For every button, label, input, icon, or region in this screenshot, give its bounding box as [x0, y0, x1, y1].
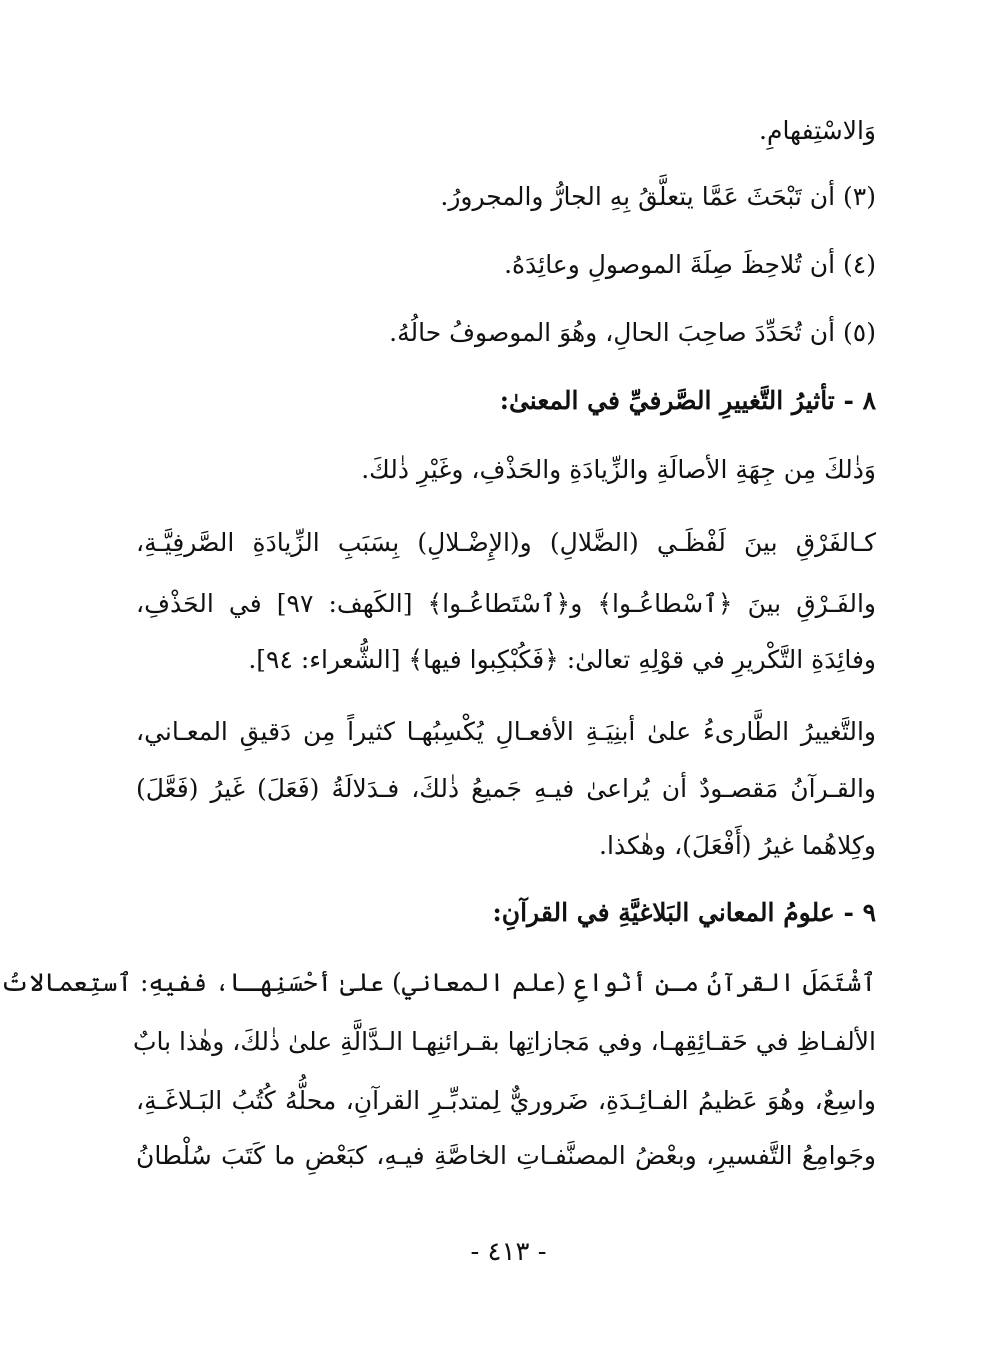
text-line: الألفـاظِ في حَقـائِقِهـا، وفي مَجازاتِها بقـرائنِهـا الـدَّالَّةِ علىٰ ذٰلكَ، وهٰذا بابٌ [132, 1027, 876, 1056]
text-line: والفَـرْقِ بينَ ﴿ٱسْطاعُـوا﴾ و﴿ٱسْتَطاعُـوا﴾ [الكَهف: ٩٧] في الحَذْفِ، [136, 589, 876, 618]
text-line: وفائِدَةِ التَّكْريرِ في قوْلِهِ تعالىٰ: ﴿فَكُبْكِبوا فيها﴾ [الشُّعراء: ٩٤]. [248, 645, 876, 674]
text-line: واسِعٌ، وهُوَ عَظيمُ الفـائِـدَةِ، ضَروريٌّ لِمتدبِّـرِ القرآنِ، محلُّهُ كُتُبُ البَـلاغَـةِ، [136, 1086, 876, 1115]
text-line: وكِلاهُما غيرُ (أَفْعَلَ)، وهٰكذا. [599, 831, 876, 860]
text-line: (٤) أن تُلاحِظَ صِلَةَ الموصولِ وعائِدَهُ. [504, 250, 876, 279]
text-line: والتَّغييرُ الطَّارىءُ علىٰ أبنِيَـةِ الأفعـالِ يُكْسِبُهـا كثيراً مِن دَقيقِ المعـاني، [136, 717, 876, 746]
text-line: والقـرآنُ مَقصـودٌ أن يُراعىٰ فيـهِ جَميعُ ذٰلكَ، فـدَلالَةُ (فَعَلَ) غَيرُ (فَعَّلَ) [136, 774, 876, 803]
text-line: (٣) أن تَبْحَثَ عَمَّا يتعلَّقُ بِهِ الجارُّ والمجرورُ. [440, 182, 876, 211]
section-heading: ٨ - تأثيرُ التَّغييرِ الصَّرفيِّ في المعنىٰ: [499, 386, 876, 415]
text-line: وجَوامِعُ التَّفسيرِ، وبعْضُ المصنَّفـاتِ الخاصَّةِ فيـهِ، كبَعْضِ ما كَتَبَ سُلْطانُ [136, 1141, 876, 1170]
section-heading: ٩ - علومُ المعاني البَلاغيَّةِ في القرآنِ: [492, 898, 876, 927]
text-line: وَذٰلكَ مِن جِهَةِ الأصالَةِ والزِّيادَةِ والحَذْفِ، وغَيْرِ ذٰلكَ. [361, 455, 876, 484]
page-number: - ٤١٣ - [470, 1237, 547, 1267]
text-line: ٱشْتَمَلَ القرآنُ مـن أنْواعِ (علم المعاني) علىٰ أحْسَنِهـا، ففيهِ: ٱستِعمالاتُ [0, 968, 876, 997]
text-line: كـالفَرْقِ بينَ لَفْظَـي (الضَّلالِ) و(الإِضْـلالِ) بِسَبَبِ الزِّيادَةِ الصَّرفِيَّـةِ، [136, 528, 876, 557]
text-line: وَالاسْتِفهامِ. [759, 116, 876, 145]
text-line: (٥) أن تُحَدِّدَ صاحِبَ الحالِ، وهُوَ الموصوفُ حالُهُ. [389, 318, 876, 347]
